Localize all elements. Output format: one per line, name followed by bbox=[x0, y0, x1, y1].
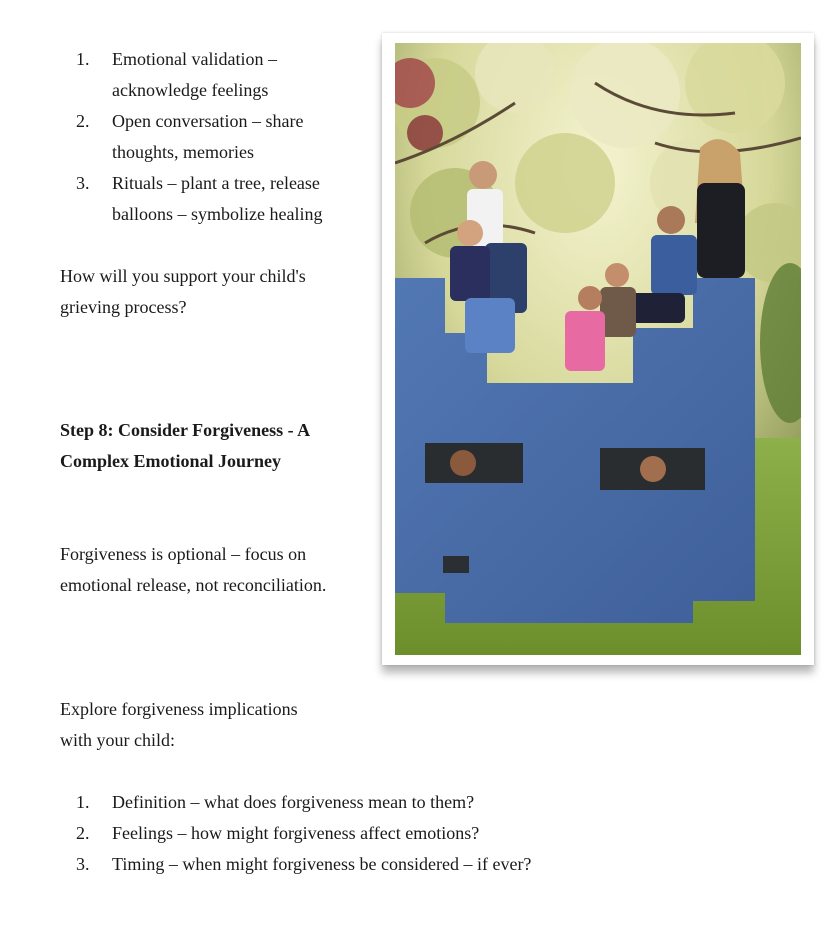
list-number: 3. bbox=[76, 854, 90, 874]
list-number: 1. bbox=[76, 49, 90, 69]
list-item-text: Emotional validation – bbox=[112, 49, 277, 69]
list-number: 2. bbox=[76, 823, 90, 843]
forgiveness-paragraph bbox=[60, 539, 380, 601]
list-item-text: Rituals – plant a tree, release bbox=[112, 173, 320, 193]
forgiveness-questions-list bbox=[60, 787, 640, 880]
list-item bbox=[60, 787, 640, 818]
list-item bbox=[60, 849, 640, 880]
child-face-window-left bbox=[450, 450, 476, 476]
list-item bbox=[60, 168, 380, 230]
list-item-text: Feelings – how might forgiveness affect emotions? bbox=[112, 823, 480, 843]
list-item-text: thoughts, memories bbox=[112, 142, 254, 162]
list-item-text: balloons – symbolize healing bbox=[112, 204, 323, 224]
list-number: 3. bbox=[76, 173, 90, 193]
heading-line: Complex Emotional Journey bbox=[60, 451, 282, 471]
child-face-window-right bbox=[640, 456, 666, 482]
explore-paragraph bbox=[60, 694, 380, 756]
step8-heading bbox=[60, 415, 370, 477]
plaque bbox=[443, 556, 469, 573]
paragraph-line: Explore forgiveness implications bbox=[60, 699, 298, 719]
paragraph-line: Forgiveness is optional – focus on bbox=[60, 544, 307, 564]
list-item-text: Timing – when might forgiveness be considered – if ever? bbox=[112, 854, 532, 874]
list-number: 2. bbox=[76, 111, 90, 131]
list-number: 1. bbox=[76, 792, 90, 812]
photo-illustration bbox=[395, 43, 801, 655]
list-item-text: Definition – what does forgiveness mean to them? bbox=[112, 792, 475, 812]
photo-frame bbox=[382, 33, 814, 665]
list-item-text: Open conversation – share bbox=[112, 111, 304, 131]
question-line: How will you support your child's bbox=[60, 266, 306, 286]
question-line: grieving process? bbox=[60, 297, 187, 317]
paragraph-line: emotional release, not reconciliation. bbox=[60, 575, 327, 595]
grieving-question bbox=[60, 261, 370, 323]
list-item-text: acknowledge feelings bbox=[112, 80, 269, 100]
paragraph-line: with your child: bbox=[60, 730, 175, 750]
list-item bbox=[60, 44, 380, 106]
children-on-sculpture-photo bbox=[395, 43, 801, 655]
heading-line: Step 8: Consider Forgiveness - A bbox=[60, 420, 311, 440]
emotional-support-list bbox=[60, 44, 380, 230]
list-item bbox=[60, 818, 640, 849]
list-item bbox=[60, 106, 380, 168]
